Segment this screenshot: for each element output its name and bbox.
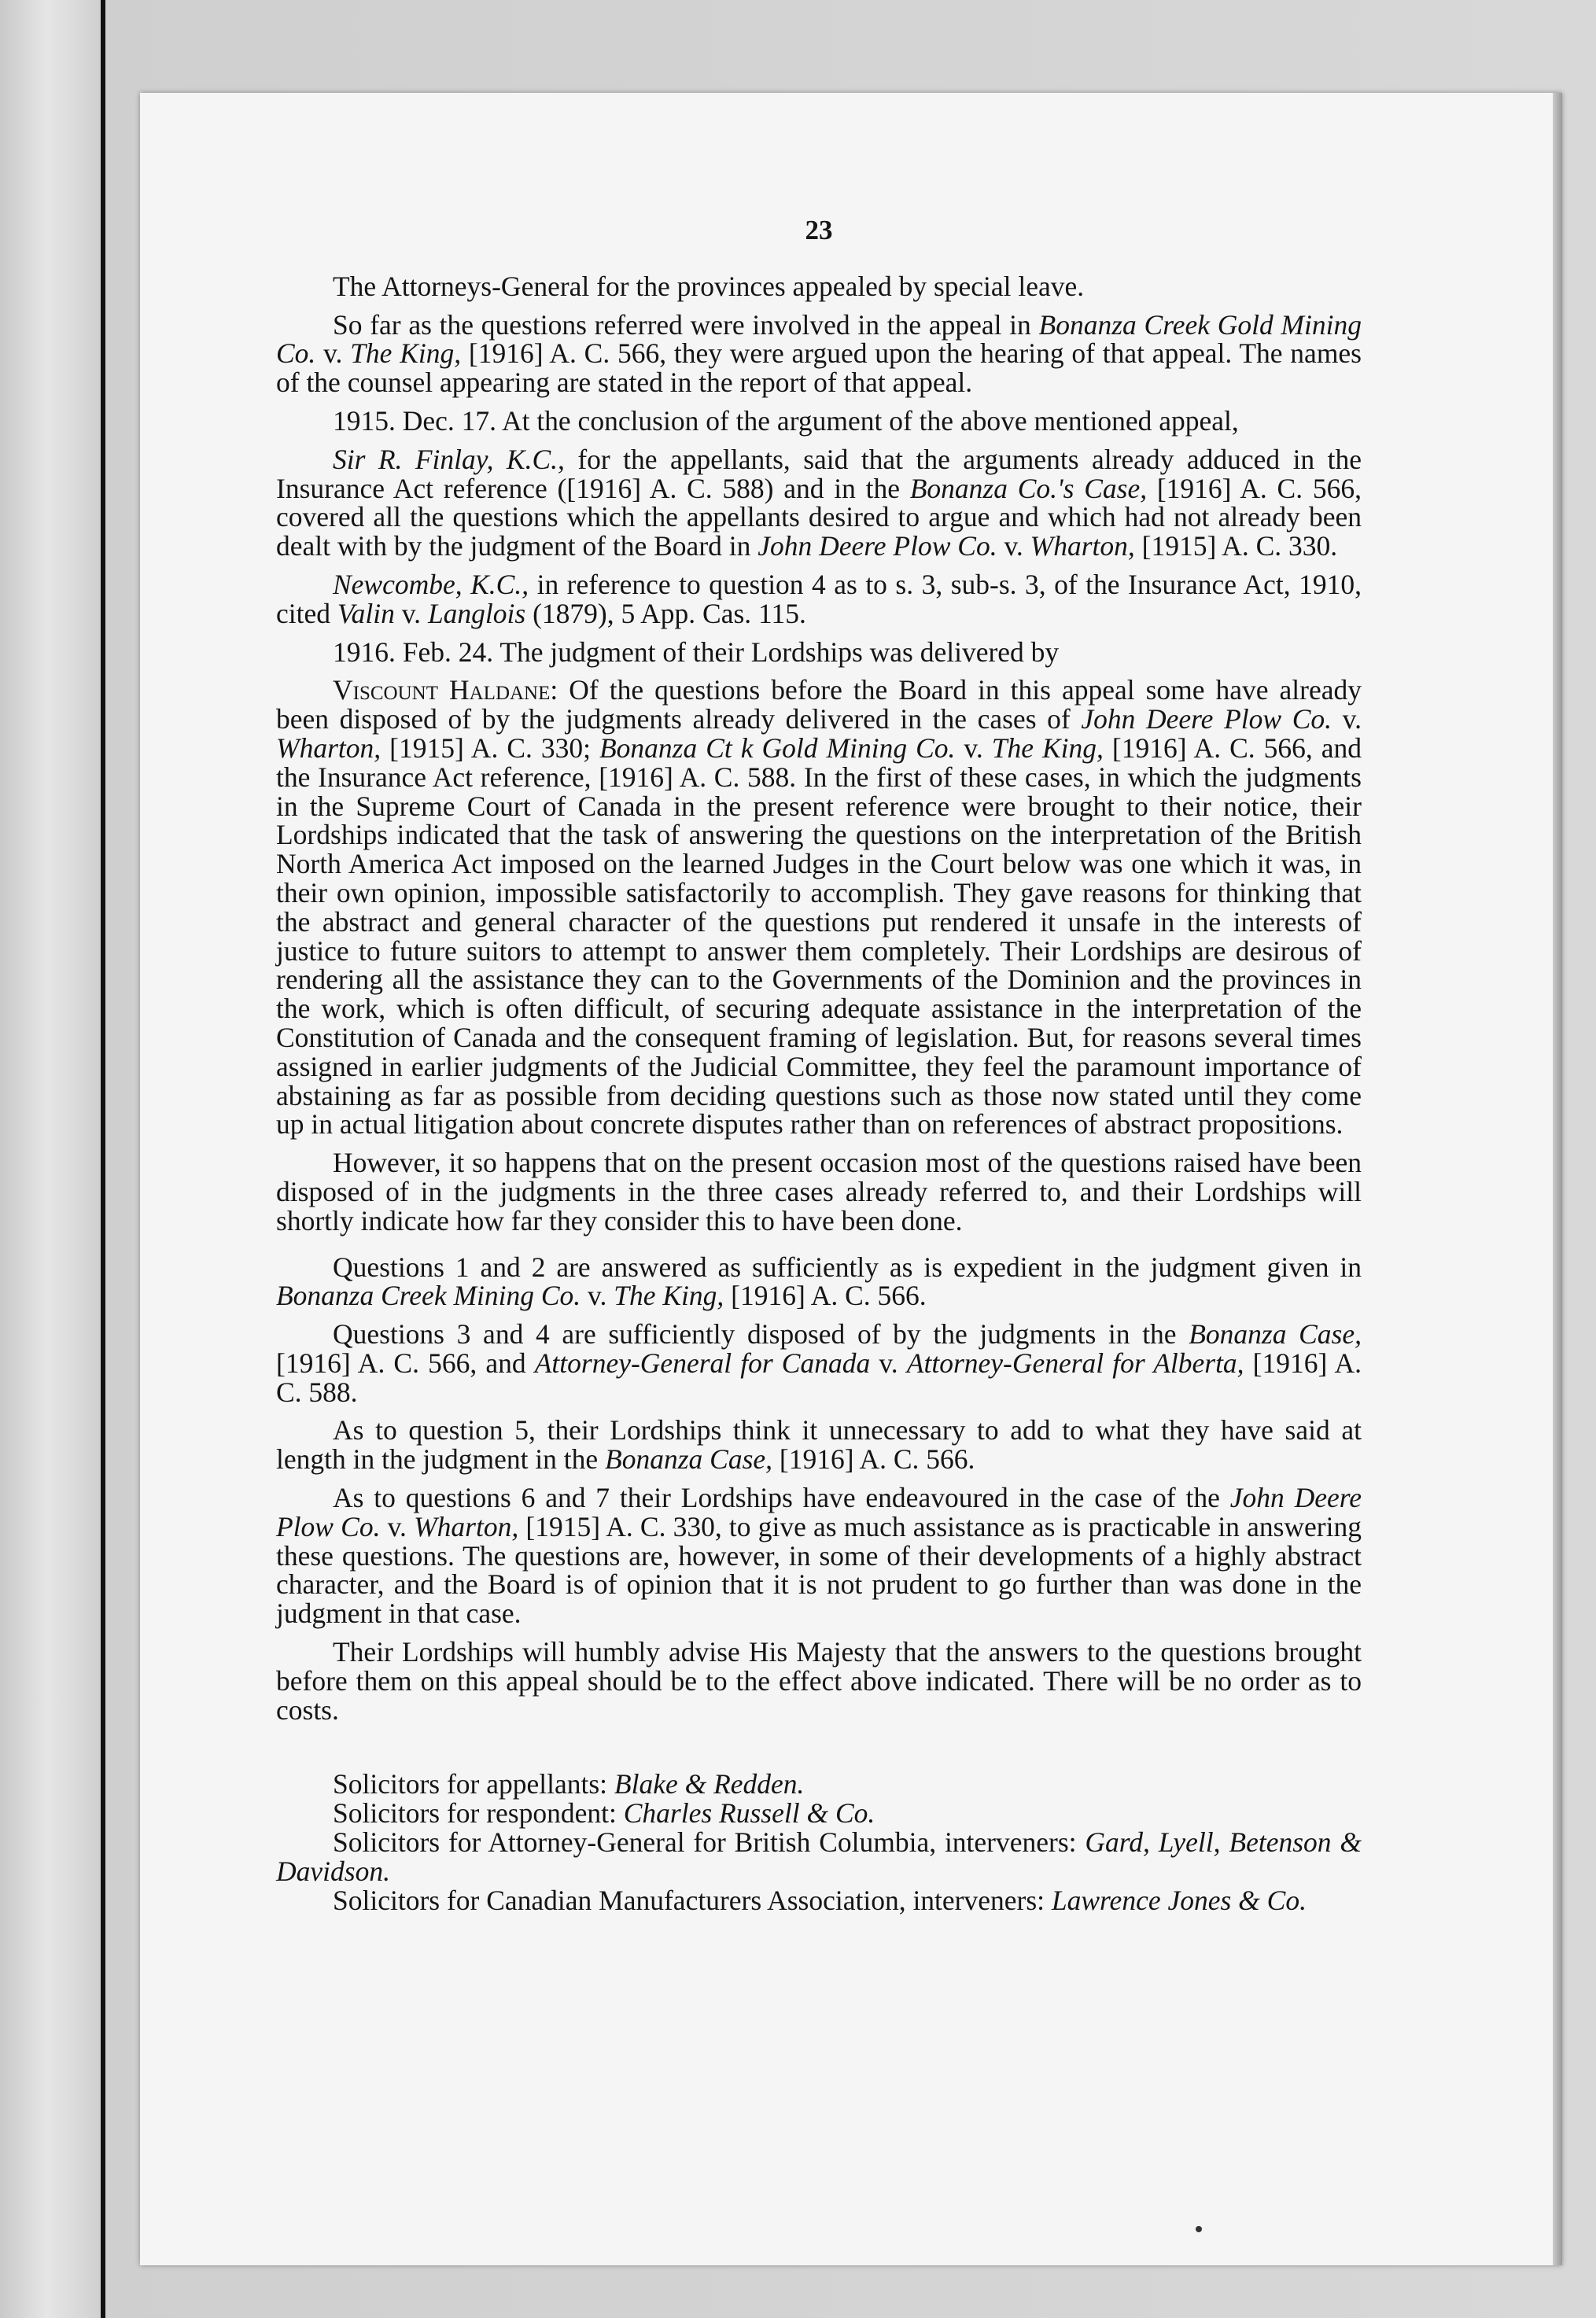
paragraph-run: As to question 5, their Lordships think it unnecessary to add to what they have said at length in the judgment in the	[276, 1414, 1362, 1476]
paragraph-run: Langlois	[427, 597, 526, 629]
paragraph-run: [1916] A. C. 566, and the Insurance Act reference, [1916] A. C. 588. In the first of these cases, in which the judgments in the Supreme Court of Canada in the present reference were brought to their notice, their Lordships indicated that the task of answering the questions on the interpretation of the British North America Act imposed on the learned Judges in the Court below was one which it was, in their own opinion, impossible satisfactorily to accomplish. They gave reasons for thinking that the abstract and general character of the questions put rendered it unsafe in the interests of justice to future suitors to attempt to answer them completely. Their Lordships are desirous of rendering all the assistance they can to the Governments of the Dominion and the provinces in the work, which is often difficult, of securing adequate assistance in the interpretation of the Constitution of Canada and the consequent framing of legislation. But, for reasons several times assigned in earlier judgments of the Judicial Committee, they feel the paramount importance of abstaining as far as possible from deciding questions such as those now stated until they come up in actual litigation about concrete disputes rather than on references of abstract propositions.	[276, 732, 1362, 1141]
paragraph-run: [1915] A. C. 330;	[381, 732, 599, 764]
paragraph-run: The King,	[614, 1280, 724, 1312]
document-sheet	[140, 93, 1562, 2265]
solicitor-line-s3	[276, 1828, 1362, 1886]
solicitor-names: Gard, Lyell, Betenson & Davidson.	[276, 1826, 1362, 1887]
paragraph-run: As to questions 6 and 7 their Lordships have endeavoured in the case of the	[333, 1482, 1230, 1514]
paragraph-p6: 1916. Feb. 24. The judgment of their Lordships was delivered by	[333, 636, 1060, 668]
paragraph-run: [1916] A. C. 566, they were argued upon the hearing of that appeal. The names of the counsel appearing are stated in the report of that appeal.	[276, 337, 1362, 399]
paragraph-run: [1916] A. C. 588.	[276, 1347, 1362, 1408]
stray-ink-mark	[1196, 2226, 1202, 2232]
paragraph-p1: The Attorneys-General for the provinces appealed by special leave.	[333, 270, 1085, 302]
paragraph-run: Questions 3 and 4 are sufficiently disposed of by the judgments in the	[333, 1318, 1189, 1351]
paragraph-run: Questions 1 and 2 are answered as sufficiently as is expedient in the judgment given in	[333, 1251, 1362, 1283]
paragraph-run: Viscount Haldane:	[333, 674, 558, 706]
document-body	[276, 216, 1362, 1914]
paragraph-p9	[276, 1253, 1362, 1311]
paragraph-run: Newcombe, K.C.,	[333, 568, 529, 600]
paragraph-run: The King,	[350, 337, 462, 370]
paragraph-run: Valin	[337, 597, 395, 629]
paragraph-run: Attorney-General for Canada	[534, 1347, 871, 1379]
paragraph-run: [1915] A. C. 330.	[1134, 530, 1338, 562]
paragraph-p13: Their Lordships will humbly advise His Majesty that the answers to the questions brought before them on this appeal should be to the effect above indicated. There will be no order as to costs.	[276, 1636, 1362, 1726]
paragraph-run: v.	[997, 530, 1030, 562]
paragraph-run: v.	[955, 732, 992, 764]
paragraph-run: in reference to question 4 as to s. 3, sub-s. 3, of the Insurance Act, 1910, cited	[276, 568, 1362, 629]
paragraph-run: Sir R. Finlay, K.C.,	[333, 443, 565, 475]
paragraph-run: John Deere Plow Co.	[1081, 703, 1332, 735]
paragraph-run: [1915] A. C. 330, to give as much assistance as is practicable in answering these questions. The questions are, however, in some of their developments of a highly abstract character, and the Board is of opinion that it is not prudent to go further than was done in the judgment in that case.	[276, 1510, 1362, 1630]
film-edge-rule	[101, 0, 105, 2318]
paragraph-p7	[276, 676, 1362, 1139]
paragraph-run: So far as the questions referred were involved in the appeal in	[333, 308, 1039, 341]
paragraph-p12	[276, 1483, 1362, 1628]
paragraph-p3: 1915. Dec. 17. At the conclusion of the argument of the above mentioned appeal,	[333, 404, 1239, 437]
page-number: 23	[805, 215, 833, 245]
sheet-right-edge	[1553, 93, 1562, 2265]
paragraph-run: Wharton,	[1030, 530, 1135, 562]
solicitor-names: Blake & Redden.	[614, 1768, 805, 1800]
solicitor-line-s2	[276, 1799, 1362, 1828]
paragraph-run: Bonanza Creek Mining Co.	[276, 1280, 581, 1312]
paragraph-run: Bonanza Co.'s Case,	[909, 472, 1148, 504]
paragraph-run: for the appellants, said that the arguments already adduced in the Insurance Act reference ([1916] A. C. 588) and in the	[276, 443, 1362, 504]
paragraph-run: John Deere Plow Co.	[276, 1482, 1362, 1542]
solicitor-line-s4	[276, 1886, 1362, 1915]
paragraph-p10	[276, 1320, 1362, 1406]
paragraph-run: v.	[315, 337, 351, 370]
paragraph-run: Bonanza Case,	[605, 1443, 773, 1476]
solicitor-label: Solicitors for appellants:	[333, 1768, 614, 1800]
paragraph-run: Wharton,	[414, 1510, 519, 1542]
solicitors-list	[276, 1770, 1362, 1914]
paragraph-run: v.	[581, 1280, 614, 1312]
solicitor-names: Charles Russell & Co.	[623, 1797, 875, 1830]
solicitor-names: Lawrence Jones & Co.	[1051, 1884, 1307, 1916]
solicitor-label: Solicitors for Attorney-General for British Columbia, interveners:	[333, 1826, 1086, 1859]
paragraph-run: [1916] A. C. 566.	[724, 1280, 927, 1312]
paragraph-p8: However, it so happens that on the present occasion most of the questions raised have been disposed of in the judgments in the three cases already referred to, and their Lordships will shortly indicate how far they consider this to have been done.	[276, 1147, 1362, 1236]
paragraph-run: Attorney-General for Alberta,	[906, 1347, 1244, 1379]
paragraph-p4	[276, 445, 1362, 561]
paragraph-run: The King,	[991, 732, 1104, 764]
paragraph-run: v.	[870, 1347, 907, 1379]
paragraph-p5	[276, 570, 1362, 628]
paragraph-run: Bonanza Creek Gold Mining Co.	[276, 308, 1362, 370]
paragraph-p11	[276, 1416, 1362, 1474]
paragraph-run: Of the questions before the Board in this appeal some have already been disposed of by the judgments already delivered in the cases of	[276, 674, 1362, 735]
solicitor-label: Solicitors for Canadian Manufacturers Association, interveners:	[333, 1884, 1052, 1916]
paragraph-run: John Deere Plow Co.	[757, 530, 997, 562]
paragraph-run: [1916] A. C. 566, covered all the questions which the appellants desired to argue and which had not already been dealt with by the judgment of the Board in	[276, 472, 1362, 562]
paragraph-run: v.	[1332, 703, 1362, 735]
paragraph-run: v.	[380, 1510, 415, 1542]
paragraph-run: (1879), 5 App. Cas. 115.	[525, 597, 806, 629]
paragraph-run: Bonanza Case,	[1189, 1318, 1362, 1351]
paragraph-run: [1916] A. C. 566, and	[276, 1347, 535, 1379]
paragraph-run: Bonanza Ct k Gold Mining Co.	[599, 732, 956, 764]
paragraph-run: Wharton,	[276, 732, 381, 764]
paragraph-run: [1916] A. C. 566.	[772, 1443, 975, 1476]
paragraph-p2	[276, 308, 1362, 399]
solicitor-label: Solicitors for respondent:	[333, 1797, 624, 1830]
paragraph-run: v.	[394, 597, 428, 629]
solicitor-line-s1	[276, 1770, 1362, 1799]
paragraph-list	[276, 272, 1362, 1725]
